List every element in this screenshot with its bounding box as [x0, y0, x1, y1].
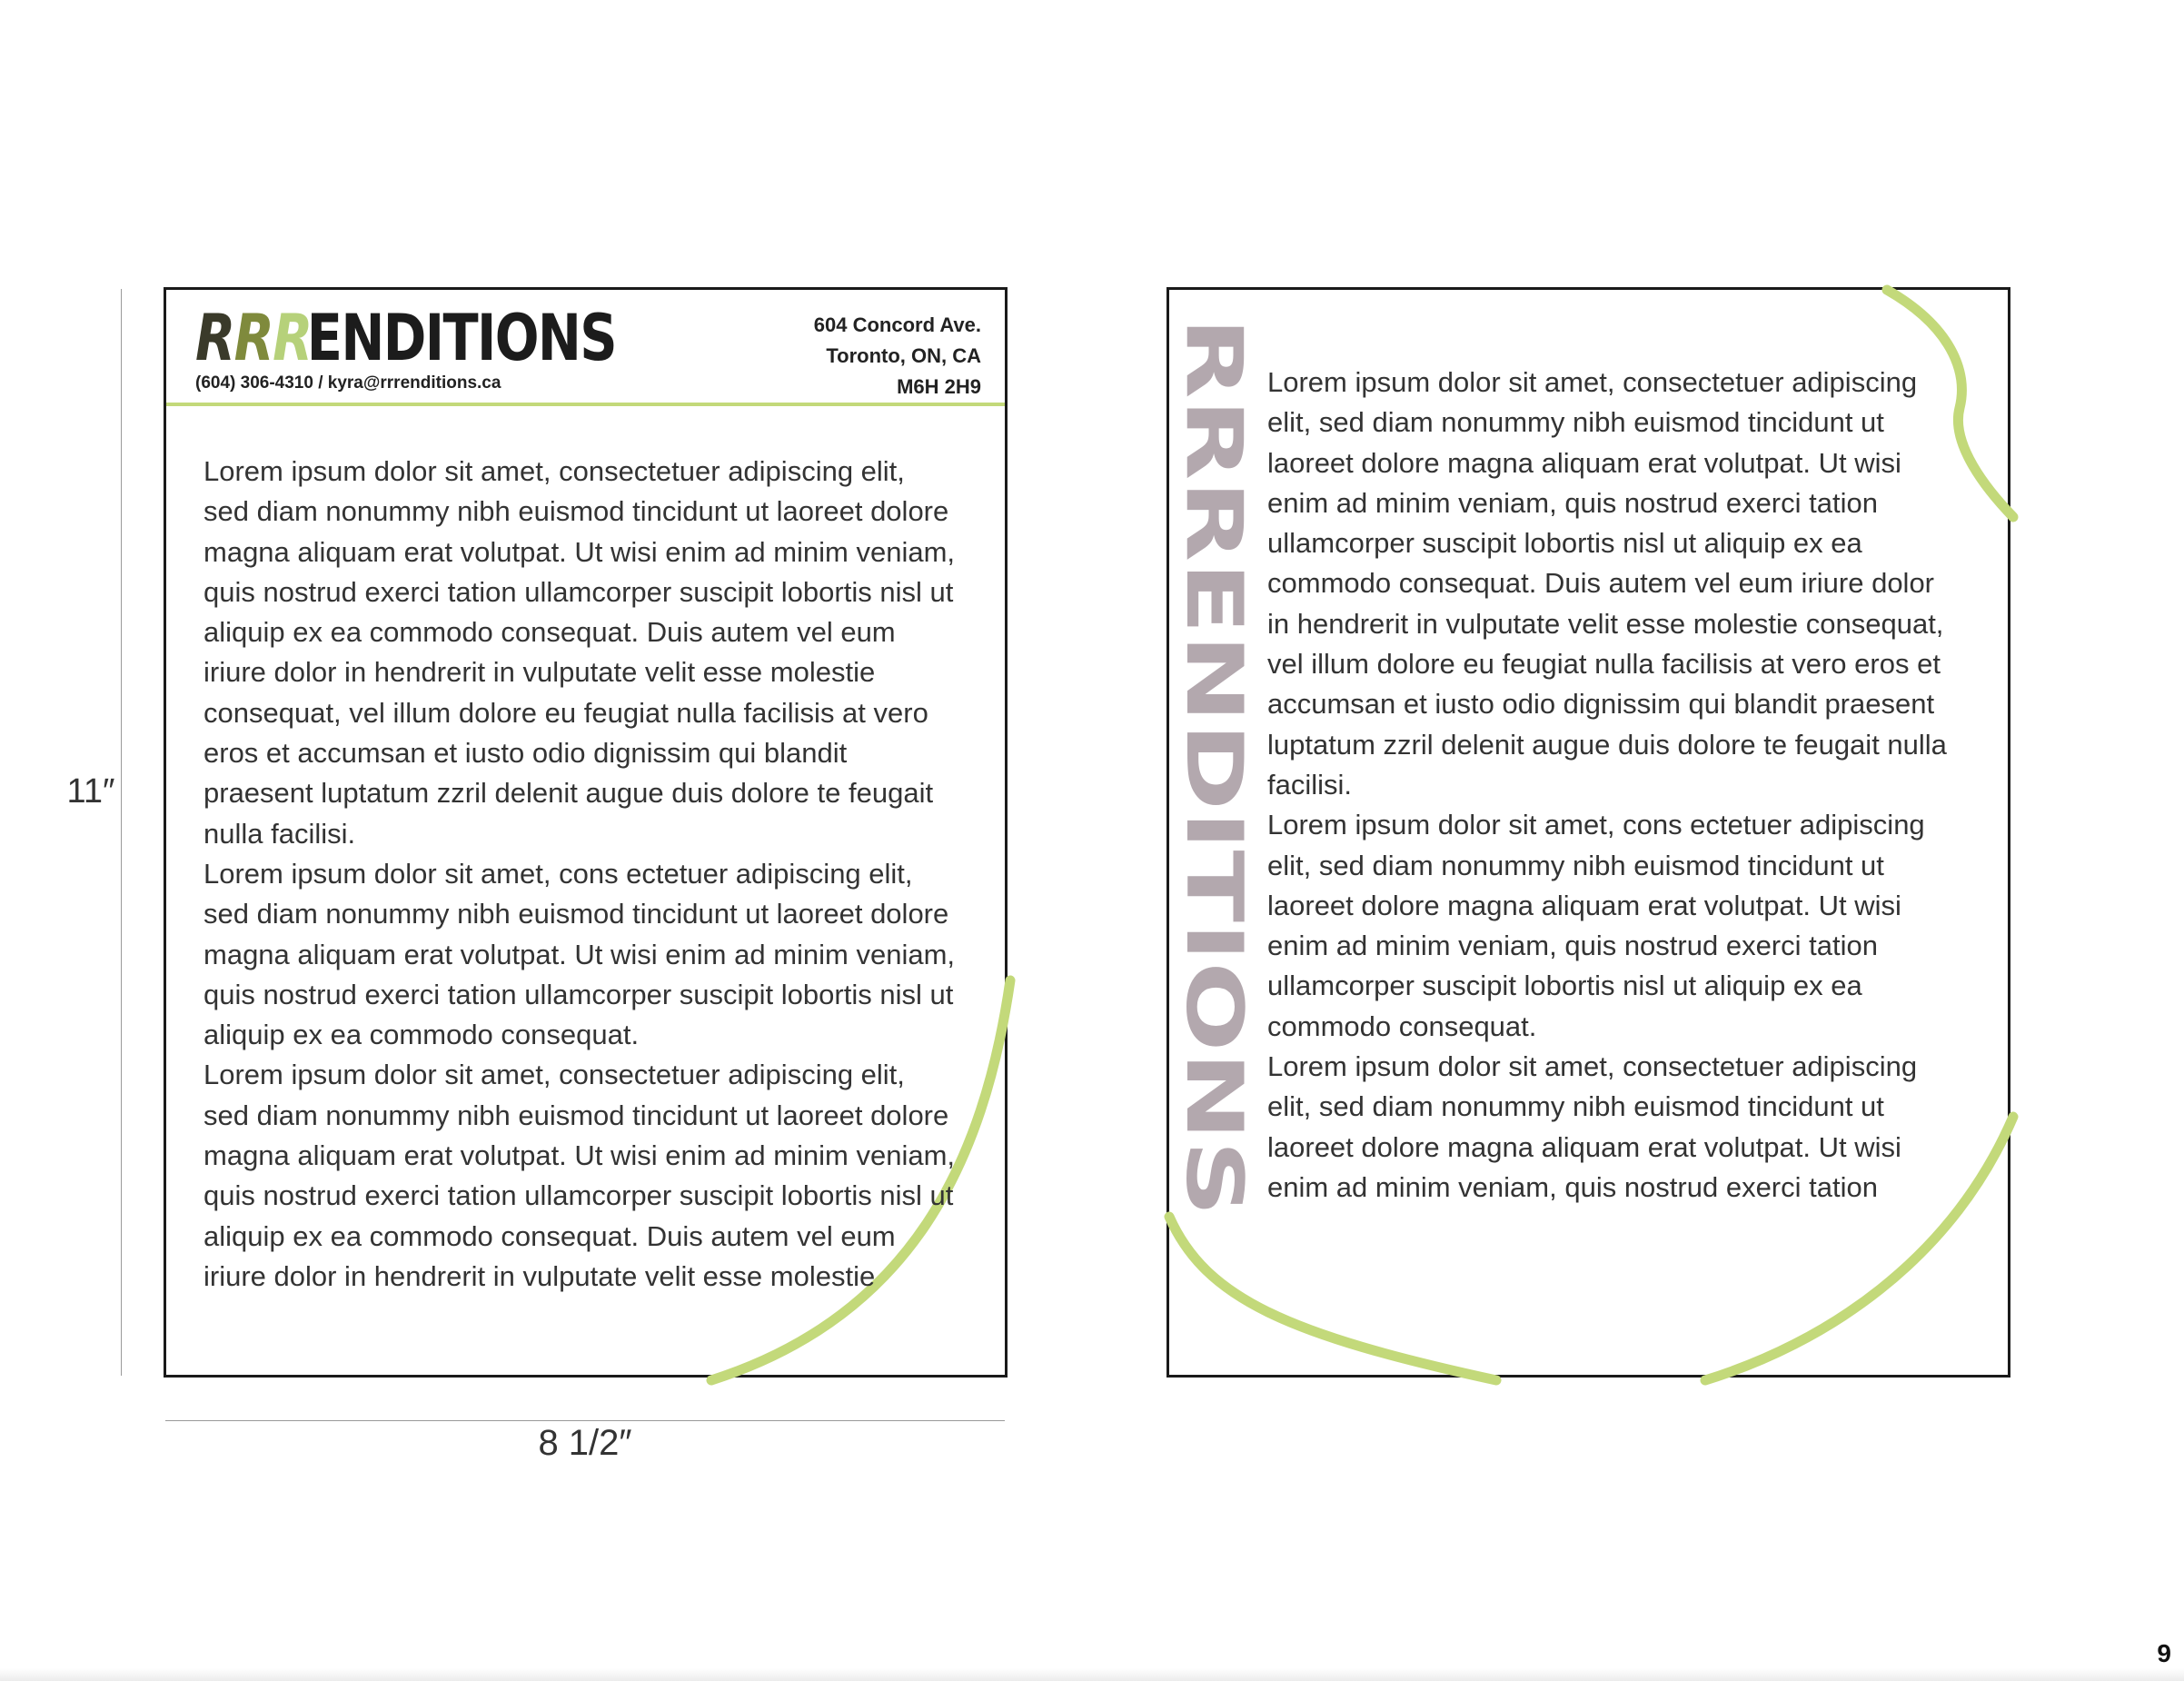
address-line: 604 Concord Ave.: [813, 313, 981, 336]
svg-text:RRRENDITIONS: RRRENDITIONS: [1168, 317, 1259, 981]
page-number: 9: [2157, 1639, 2171, 1667]
body-paragraph: Lorem ipsum dolor sit amet, cons ectetuer adipiscing elit, sed diam nonummy nibh euismod tincidunt ut laoreet dolore magna aliquam erat volutpat. Ut wisi enim ad minim veniam, quis nostrud exerci tation ullamcorper suscipit lobortis nisl ut aliquip ex ea commodo consequat.: [1267, 809, 1925, 1042]
address-line: M6H 2H9: [897, 375, 981, 398]
body-paragraph: Lorem ipsum dolor sit amet, consectetuer adipiscing elit, sed diam nonummy nibh euismod tincidunt ut laoreet dolore magna aliquam erat volutpat. Ut wisi enim ad minim veniam, quis nostrud exerci tation ullamcorper suscipit lobortis nisl ut aliquip ex ea commodo consequat. Duis autem vel eum iriure dolor in hendrerit in vulputate velit esse molestie consequat, vel illum dolore eu feugiat nulla facilisis at vero eros et accumsan et iusto odio dignissim qui blandit praesent luptatum zzril delenit augue duis dolore te feugait nulla facilisi.: [1267, 366, 1947, 801]
contact-info: (604) 306-4310 / kyra@rrrenditions.ca: [195, 373, 501, 393]
address-block: [814, 310, 981, 403]
address-line: Toronto, ON, CA: [826, 344, 981, 367]
letterhead-page: [164, 287, 1008, 1378]
height-dimension-label: 11″: [66, 772, 115, 811]
height-dimension-line: [121, 289, 122, 1376]
vertical-logo: [1168, 308, 1260, 1226]
body-paragraph: Lorem ipsum dolor sit amet, consectetuer adipiscing elit, sed diam nonummy nibh euismod tincidunt ut laoreet dolore magna aliquam erat volutpat. Ut wisi enim ad minim veniam, quis nostrud exerci tation ullamcorper suscipit lobortis nisl ut aliquip ex ea commodo consequat. Duis autem vel eum iriure dolor in hendrerit in vulputate velit esse molestie: [204, 1059, 956, 1292]
header-rule: [166, 403, 1005, 406]
body-paragraph: Lorem ipsum dolor sit amet, cons ectetuer adipiscing elit, sed diam nonummy nibh euismod tincidunt ut laoreet dolore magna aliquam erat volutpat. Ut wisi enim ad minim veniam, quis nostrud exerci tation ullamcorper suscipit lobortis nisl ut aliquip ex ea commodo consequat.: [204, 857, 956, 1051]
width-dimension-label: 8 1/2″: [538, 1423, 632, 1463]
body-paragraph: Lorem ipsum dolor sit amet, consectetuer adipiscing elit, sed diam nonummy nibh euismod tincidunt ut laoreet dolore magna aliquam erat volutpat. Ut wisi enim ad minim veniam, quis nostrud exerci tation ullamcorper suscipit lobortis nisl ut aliquip ex ea commodo consequat. Duis autem vel eum iriure dolor in hendrerit in vulputate velit esse molestie consequat, vel illum dolore eu feugiat nulla facilisis at vero eros et accumsan et iusto odio dignissim qui blandit praesent luptatum zzril delenit augue duis dolore te feugait nulla facilisi.: [204, 455, 956, 850]
company-logo: RRRENDITIONS: [195, 301, 616, 375]
continuation-page: [1166, 287, 2010, 1378]
letter-body: [204, 452, 958, 1297]
width-dimension-line: [165, 1420, 1005, 1421]
continuation-body: [1267, 363, 1958, 1208]
bottom-shadow-band: [0, 1668, 2184, 1681]
body-paragraph: Lorem ipsum dolor sit amet, consectetuer adipiscing elit, sed diam nonummy nibh euismod tincidunt ut laoreet dolore magna aliquam erat volutpat. Ut wisi enim ad minim veniam, quis nostrud exerci tation: [1267, 1050, 1918, 1203]
